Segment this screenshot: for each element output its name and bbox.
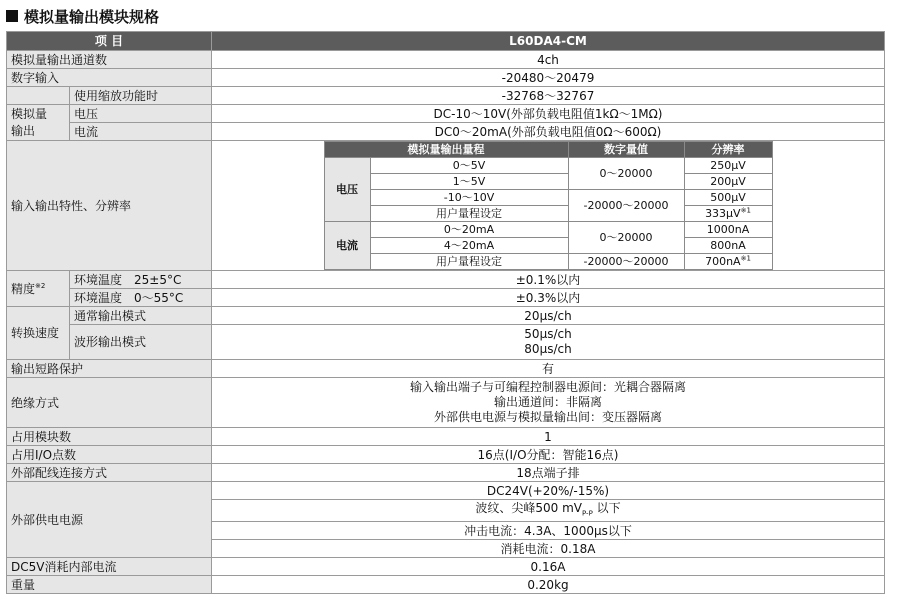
section-title-text: 模拟量输出模块规格: [24, 7, 160, 26]
wave-mode-value-1: 50μs/ch: [524, 327, 572, 341]
normal-mode-value: 20μs/ch: [212, 307, 885, 325]
insulation-label: 绝缘方式: [7, 378, 212, 428]
resolution-cell: 250μV: [684, 158, 772, 174]
footnote-mark: ※1: [740, 253, 751, 262]
footnote-mark: ※1: [740, 205, 751, 214]
io-characteristics-table: [324, 141, 773, 270]
header-row: [7, 32, 885, 51]
conversion-speed-label: 转换速度: [7, 307, 70, 360]
insulation-line-3: 外部供电电源与模拟量输出间：变压器隔离: [433, 410, 662, 424]
range-cell: 用户量程设定: [370, 254, 568, 270]
analog-output-label-2: 输出: [11, 123, 36, 138]
section-title: [6, 4, 159, 28]
analog-output-label-1: 模拟量: [11, 106, 48, 121]
channels-value: 4ch: [212, 51, 885, 69]
inner-row: [324, 238, 772, 254]
modules-occupied-value: 1: [212, 428, 885, 446]
resolution-cell: [684, 254, 772, 270]
short-protection-value: 有: [212, 360, 885, 378]
accuracy-label-text: 精度: [11, 281, 36, 296]
digital-input-label: 数字输入: [7, 69, 212, 87]
header-item: 项 目: [7, 32, 212, 51]
accuracy-row2-value: ±0.3%以内: [212, 289, 885, 307]
accuracy-label: [7, 271, 70, 307]
ext-power-line-4: 消耗电流：0.18A: [212, 540, 885, 558]
inner-header-resolution: 分辨率: [684, 142, 772, 158]
table-row: [7, 123, 885, 141]
range-cell: 1～5V: [370, 174, 568, 190]
insulation-value: [212, 378, 885, 428]
modules-occupied-label: 占用模块数: [7, 428, 212, 446]
inner-row: [324, 206, 772, 222]
insulation-line-2: 输出通道间：非隔离: [493, 395, 602, 409]
inner-row: [324, 222, 772, 238]
table-row: [7, 307, 885, 325]
table-row: [7, 325, 885, 360]
inner-header-row: [324, 142, 772, 158]
io-characteristics-cell: [212, 141, 885, 271]
wave-mode-label: 波形输出模式: [70, 325, 212, 360]
io-points-value: 16点(I/O分配：智能16点): [212, 446, 885, 464]
resolution-value: 333μV: [705, 206, 741, 220]
inner-row: [324, 158, 772, 174]
accuracy-row1-label: 环境温度 25±5°C: [70, 271, 212, 289]
resolution-cell: 500μV: [684, 190, 772, 206]
ripple-subscript: P-P: [581, 509, 593, 518]
table-row: [7, 482, 885, 500]
short-protection-label: 输出短路保护: [7, 360, 212, 378]
spec-table: [6, 31, 885, 594]
digital-cell: -20000～20000: [568, 190, 684, 222]
dc5v-current-label: DC5V消耗内部电流: [7, 558, 212, 576]
table-row: [7, 51, 885, 69]
range-cell: -10～10V: [370, 190, 568, 206]
accuracy-row1-value: ±0.1%以内: [212, 271, 885, 289]
resolution-cell: [684, 206, 772, 222]
digital-cell: 0～20000: [568, 222, 684, 254]
ripple-suffix: 以下: [592, 501, 621, 515]
digital-cell: 0～20000: [568, 158, 684, 190]
current-group-label: 电流: [324, 222, 370, 270]
normal-mode-label: 通常输出模式: [70, 307, 212, 325]
ext-power-line-2: [212, 500, 885, 522]
resolution-cell: 800nA: [684, 238, 772, 254]
header-model: L60DA4-CM: [212, 32, 885, 51]
io-points-label: 占用I/O点数: [7, 446, 212, 464]
footnote-mark: ※2: [35, 281, 46, 290]
channels-label: 模拟量输出通道数: [7, 51, 212, 69]
ext-power-line-1: DC24V(+20%/-15%): [212, 482, 885, 500]
table-row: [7, 558, 885, 576]
table-row: [7, 69, 885, 87]
io-characteristics-label: 输入输出特性、分辨率: [7, 141, 212, 271]
square-bullet-icon: [6, 10, 18, 22]
table-row: [7, 464, 885, 482]
digital-input-value: -20480～20479: [212, 69, 885, 87]
table-row: [7, 289, 885, 307]
insulation-line-1: 输入输出端子与可编程控制器电源间：光耦合器隔离: [409, 380, 686, 394]
blank-cell: [7, 87, 70, 105]
dc5v-current-value: 0.16A: [212, 558, 885, 576]
range-cell: 用户量程设定: [370, 206, 568, 222]
wave-mode-value: [212, 325, 885, 360]
inner-row: [324, 254, 772, 270]
table-row: [7, 576, 885, 594]
voltage-label: 电压: [70, 105, 212, 123]
inner-header-digital: 数字量值: [568, 142, 684, 158]
ripple-prefix: 波纹、尖峰500 mV: [475, 501, 582, 515]
accuracy-row2-label: 环境温度 0～55°C: [70, 289, 212, 307]
ext-power-line-3: 冲击电流：4.3A、1000μs以下: [212, 522, 885, 540]
table-row: [7, 446, 885, 464]
resolution-value: 700nA: [705, 254, 741, 268]
table-row: [7, 105, 885, 123]
inner-row: [324, 174, 772, 190]
voltage-group-label: 电压: [324, 158, 370, 222]
current-value: DC0～20mA(外部负载电阻值0Ω～600Ω): [212, 123, 885, 141]
table-row: [7, 428, 885, 446]
inner-header-range: 模拟量输出量程: [324, 142, 568, 158]
resolution-cell: 1000nA: [684, 222, 772, 238]
table-row: [7, 378, 885, 428]
ext-power-label: 外部供电电源: [7, 482, 212, 558]
range-cell: 4～20mA: [370, 238, 568, 254]
wave-mode-value-2: 80μs/ch: [524, 342, 572, 356]
weight-label: 重量: [7, 576, 212, 594]
scaling-label: 使用缩放功能时: [70, 87, 212, 105]
resolution-cell: 200μV: [684, 174, 772, 190]
analog-output-label: [7, 105, 70, 141]
weight-value: 0.20kg: [212, 576, 885, 594]
table-row: [7, 87, 885, 105]
range-cell: 0～5V: [370, 158, 568, 174]
inner-row: [324, 190, 772, 206]
table-row: [7, 141, 885, 271]
table-row: [7, 271, 885, 289]
range-cell: 0～20mA: [370, 222, 568, 238]
table-row: [7, 360, 885, 378]
scaling-value: -32768～32767: [212, 87, 885, 105]
voltage-value: DC-10～10V(外部负载电阻值1kΩ～1MΩ): [212, 105, 885, 123]
wiring-label: 外部配线连接方式: [7, 464, 212, 482]
current-label: 电流: [70, 123, 212, 141]
digital-cell: -20000～20000: [568, 254, 684, 270]
wiring-value: 18点端子排: [212, 464, 885, 482]
